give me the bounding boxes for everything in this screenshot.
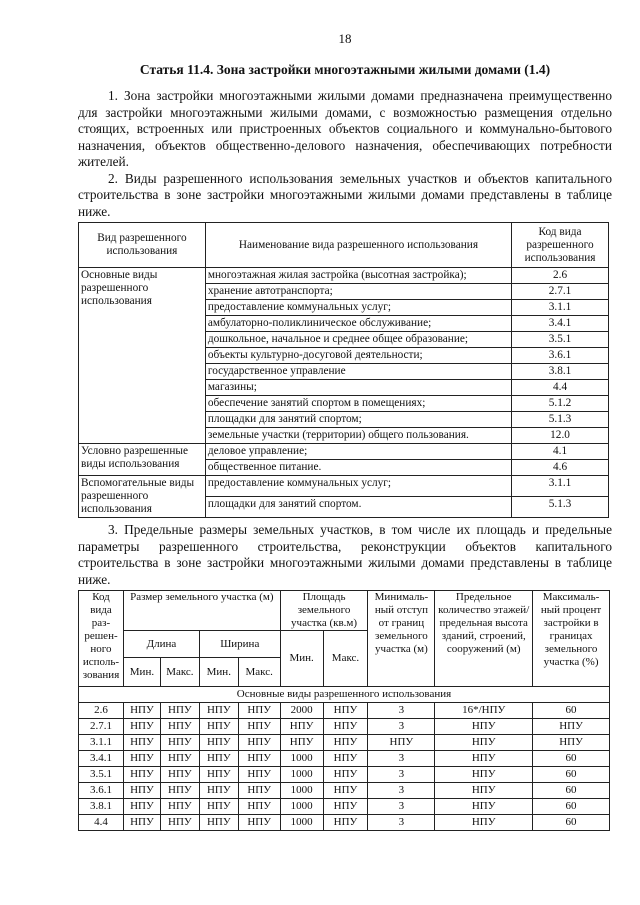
table-cell: НПУ: [123, 783, 160, 799]
table-cell: НПУ: [238, 767, 280, 783]
table-cell: НПУ: [323, 703, 368, 719]
header-length-min: Мин.: [123, 658, 160, 687]
use-name: дошкольное, начальное и среднее общее образование;: [205, 332, 511, 348]
table-cell: НПУ: [323, 735, 368, 751]
use-name: предоставление коммунальных услуг;: [205, 300, 511, 316]
table-cell: 60: [533, 783, 610, 799]
table-cell: НПУ: [323, 767, 368, 783]
table-row: [79, 476, 609, 497]
use-name: обеспечение занятий спортом в помещениях;: [205, 396, 511, 412]
table-row: [79, 767, 610, 783]
paragraph-1: 1. Зона застройки многоэтажными жилыми домами предназначена преимущественно для застройки многоэтажными жилыми домами, с возможностью размещения отдельно стоящих, встроенных или пристроенных объектов социального и коммунально-бытового назначения, объектов общественно-делового назначения, обеспечивающих потребности жителей.: [78, 88, 612, 169]
table-row: [79, 703, 610, 719]
table-cell: 1000: [280, 815, 323, 831]
table-cell: НПУ: [435, 799, 533, 815]
use-code: 4.1: [512, 444, 609, 460]
table-cell: НПУ: [160, 767, 199, 783]
table-cell: НПУ: [435, 767, 533, 783]
table-cell: НПУ: [238, 783, 280, 799]
table-cell: 1000: [280, 751, 323, 767]
use-code: 5.1.2: [512, 396, 609, 412]
paragraph-3: 3. Предельные размеры земельных участков, в том числе их площадь и предельные параметры разрешенного строительства, реконструкции объектов капитального строительства в зоне застройки многоэтажными жилыми домами представлены в таблице ниже.: [78, 522, 612, 587]
table-cell: НПУ: [199, 703, 238, 719]
table-cell: НПУ: [323, 783, 368, 799]
table-cell: НПУ: [323, 751, 368, 767]
table-cell: 3.1.1: [79, 735, 124, 751]
article-title: Статья 11.4. Зона застройки многоэтажными жилыми домами (1.4): [139, 62, 551, 77]
table-cell: НПУ: [435, 783, 533, 799]
table-cell: НПУ: [238, 799, 280, 815]
table-cell: НПУ: [123, 751, 160, 767]
table-cell: 3.4.1: [79, 751, 124, 767]
use-code: 2.6: [512, 268, 609, 284]
table-row: [79, 735, 610, 751]
table-cell: НПУ: [160, 703, 199, 719]
table-cell: НПУ: [160, 799, 199, 815]
use-group-label: Основные виды разрешенного использования: [79, 268, 206, 444]
table-cell: НПУ: [160, 751, 199, 767]
table-cell: НПУ: [160, 783, 199, 799]
table-cell: 1000: [280, 767, 323, 783]
use-name: многоэтажная жилая застройка (высотная застройка);: [205, 268, 511, 284]
table-cell: НПУ: [533, 719, 610, 735]
header-code: Код вида раз-решен-ного исполь-зования: [79, 591, 124, 687]
header-setback: Минималь-ный отступ от границ земельного участка (м): [368, 591, 435, 687]
table-cell: 3: [368, 767, 435, 783]
table-cell: 3: [368, 719, 435, 735]
table-cell: НПУ: [238, 751, 280, 767]
table-cell: 60: [533, 815, 610, 831]
table-row: [79, 783, 610, 799]
table-cell: НПУ: [160, 719, 199, 735]
table-cell: НПУ: [199, 815, 238, 831]
limits-table: [78, 590, 610, 831]
use-code: 3.1.1: [512, 300, 609, 316]
header-area: Площадь земельного участка (кв.м): [280, 591, 368, 631]
use-code: 3.5.1: [512, 332, 609, 348]
use-name: государственное управление: [205, 364, 511, 380]
table-cell: НПУ: [199, 783, 238, 799]
header-length-max: Макс.: [160, 658, 199, 687]
header-use-type: Вид разрешенного использования: [79, 223, 206, 268]
table-cell: 60: [533, 799, 610, 815]
use-code: 3.8.1: [512, 364, 609, 380]
table-cell: НПУ: [123, 703, 160, 719]
header-size: Размер земельного участка (м): [123, 591, 280, 631]
section-row: Основные виды разрешенного использования: [79, 687, 610, 703]
use-name: общественное питание.: [205, 460, 511, 476]
page-number: 18: [338, 31, 352, 46]
table-cell: НПУ: [238, 719, 280, 735]
table-cell: 3: [368, 799, 435, 815]
table-cell: НПУ: [435, 815, 533, 831]
table-cell: 3: [368, 815, 435, 831]
table-cell: НПУ: [160, 815, 199, 831]
use-name: амбулаторно-поликлиническое обслуживание;: [205, 316, 511, 332]
table-row: [79, 268, 609, 284]
table-cell: 16*/НПУ: [435, 703, 533, 719]
table-cell: НПУ: [323, 815, 368, 831]
table-cell: 3.8.1: [79, 799, 124, 815]
use-code: 3.1.1: [512, 476, 609, 497]
header-floors: Предельное количество этажей/ предельная высота зданий, строений, сооружений (м): [435, 591, 533, 687]
use-code: 4.6: [512, 460, 609, 476]
use-code: 3.4.1: [512, 316, 609, 332]
use-code: 4.4: [512, 380, 609, 396]
header-use-name: Наименование вида разрешенного использования: [205, 223, 511, 268]
table-cell: 2.6: [79, 703, 124, 719]
use-group-label: Вспомогательные виды разрешенного использования: [79, 476, 206, 518]
header-percent: Максималь-ный процент застройки в границах земельного участка (%): [533, 591, 610, 687]
use-name: площадки для занятий спортом.: [205, 497, 511, 518]
table-row: [79, 719, 610, 735]
header-width-max: Макс.: [238, 658, 280, 687]
table-cell: 3.5.1: [79, 767, 124, 783]
header-area-min: Мин.: [280, 631, 323, 687]
paragraph-2: 2. Виды разрешенного использования земельных участков и объектов капитального строительства в зоне застройки многоэтажными жилыми домами представлены в таблице ниже.: [78, 170, 612, 219]
table-cell: НПУ: [435, 751, 533, 767]
use-name: предоставление коммунальных услуг;: [205, 476, 511, 497]
use-code: 12.0: [512, 428, 609, 444]
use-code: 5.1.3: [512, 497, 609, 518]
table-cell: НПУ: [435, 735, 533, 751]
table-cell: НПУ: [123, 799, 160, 815]
header-area-max: Макс.: [323, 631, 368, 687]
table-cell: НПУ: [199, 799, 238, 815]
table-cell: 2000: [280, 703, 323, 719]
table-cell: 1000: [280, 799, 323, 815]
table-cell: 3: [368, 783, 435, 799]
table-row: [79, 799, 610, 815]
use-name: магазины;: [205, 380, 511, 396]
table-cell: НПУ: [238, 735, 280, 751]
table-cell: НПУ: [435, 719, 533, 735]
header-width: Ширина: [199, 631, 280, 658]
table-row: [79, 751, 610, 767]
table-cell: НПУ: [199, 719, 238, 735]
table-cell: 4.4: [79, 815, 124, 831]
use-name: площадки для занятий спортом;: [205, 412, 511, 428]
use-code: 2.7.1: [512, 284, 609, 300]
use-name: земельные участки (территории) общего пользования.: [205, 428, 511, 444]
table-cell: 3: [368, 703, 435, 719]
use-code: 3.6.1: [512, 348, 609, 364]
table-cell: НПУ: [123, 815, 160, 831]
table-cell: НПУ: [199, 767, 238, 783]
use-group-label: Условно разрешенные виды использования: [79, 444, 206, 476]
table-cell: НПУ: [280, 719, 323, 735]
table-cell: 1000: [280, 783, 323, 799]
table-cell: НПУ: [199, 751, 238, 767]
table-row: [79, 815, 610, 831]
header-use-code: Код вида разрешенного использования: [512, 223, 609, 268]
table-cell: НПУ: [238, 815, 280, 831]
table-cell: НПУ: [160, 735, 199, 751]
table-cell: НПУ: [123, 767, 160, 783]
table-cell: 3.6.1: [79, 783, 124, 799]
use-code: 5.1.3: [512, 412, 609, 428]
permitted-use-table: [78, 222, 609, 518]
table-cell: НПУ: [368, 735, 435, 751]
header-length: Длина: [123, 631, 199, 658]
use-name: хранение автотранспорта;: [205, 284, 511, 300]
table-cell: 3: [368, 751, 435, 767]
header-width-min: Мин.: [199, 658, 238, 687]
table-cell: 2.7.1: [79, 719, 124, 735]
use-name: деловое управление;: [205, 444, 511, 460]
table-cell: НПУ: [123, 719, 160, 735]
table-cell: НПУ: [238, 703, 280, 719]
table-row: [79, 444, 609, 460]
table-cell: 60: [533, 751, 610, 767]
table-cell: НПУ: [533, 735, 610, 751]
table-cell: НПУ: [280, 735, 323, 751]
use-name: объекты культурно-досуговой деятельности;: [205, 348, 511, 364]
table-cell: 60: [533, 703, 610, 719]
table-cell: НПУ: [323, 719, 368, 735]
table-cell: НПУ: [323, 799, 368, 815]
table-cell: НПУ: [123, 735, 160, 751]
table-cell: 60: [533, 767, 610, 783]
table-cell: НПУ: [199, 735, 238, 751]
